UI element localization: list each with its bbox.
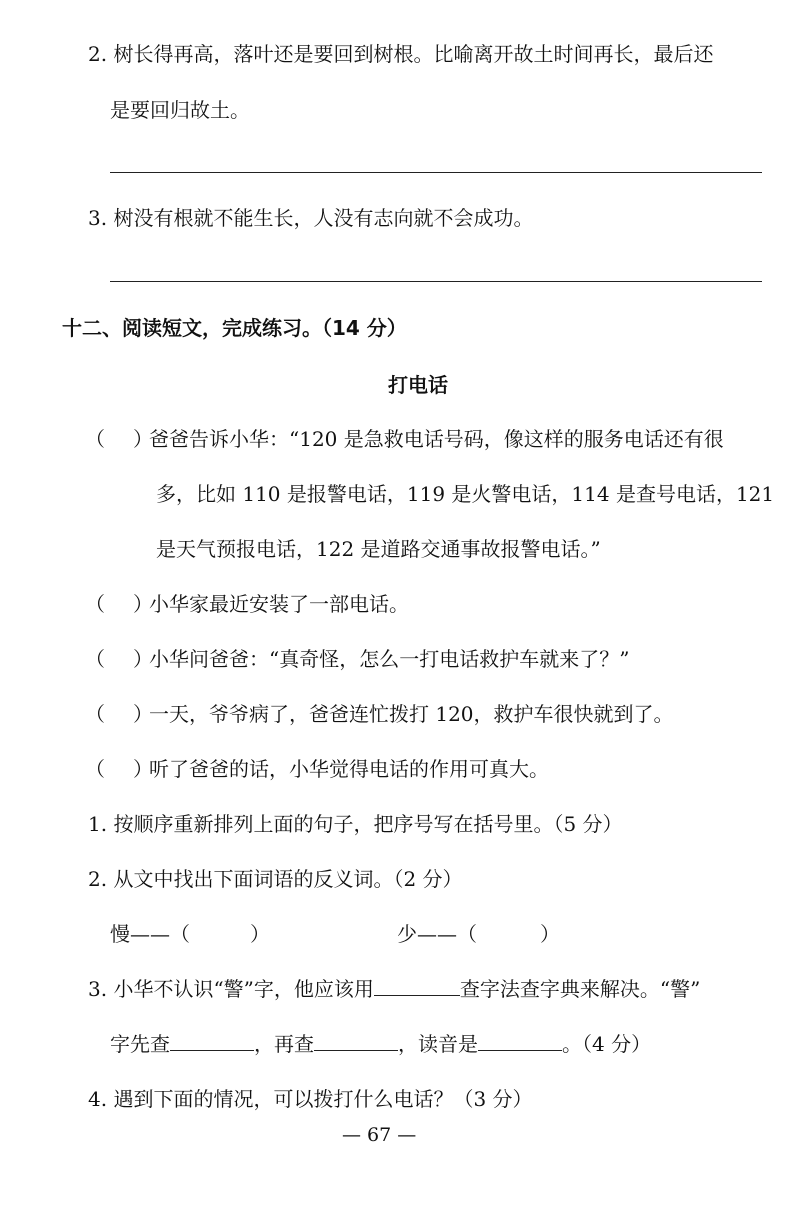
exercise-1: 1. 按顺序重新排列上面的句子，把序号写在括号里。（5 分） — [88, 812, 623, 836]
answer-blank[interactable] — [374, 975, 460, 996]
exercise-3-text-c: 字先查 — [110, 1032, 170, 1056]
question-2-line1: 2. 树长得再高，落叶还是要回到树根。比喻离开故土时间再长，最后还 — [88, 42, 714, 66]
sentence-3: 小华问爸爸：“真奇怪，怎么一打电话救护车就来了？” — [149, 647, 630, 671]
exercise-3-line1 — [88, 975, 700, 1003]
order-paren-open: （ — [85, 647, 105, 671]
order-paren-close: ） — [133, 592, 153, 616]
sentence-1-line3: 是天气预报电话，122 是道路交通事故报警电话。” — [156, 537, 601, 561]
page-number: — 67 — — [342, 1124, 417, 1146]
exercise-4: 4. 遇到下面的情况，可以拨打什么电话？（3 分） — [88, 1087, 533, 1111]
exercise-3-text-f: 。（4 分） — [562, 1032, 652, 1056]
answer-blank[interactable] — [170, 1030, 254, 1051]
answer-blank[interactable] — [478, 1030, 562, 1051]
order-paren-close: ） — [133, 647, 153, 671]
sentence-1-line2: 多，比如 110 是报警电话，119 是火警电话，114 是查号电话，121 — [156, 482, 775, 506]
exercise-3-text-b: 查字法查字典来解决。“警” — [459, 977, 701, 1001]
order-paren-close: ） — [133, 427, 153, 451]
answer-line — [110, 281, 762, 282]
exercise-3-line2 — [110, 1030, 651, 1058]
answer-line — [110, 172, 762, 173]
order-paren-close: ） — [133, 757, 153, 781]
order-paren-open: （ — [85, 702, 105, 726]
order-paren-close: ） — [133, 702, 153, 726]
order-paren-open: （ — [85, 427, 105, 451]
sentence-5: 听了爸爸的话，小华觉得电话的作用可真大。 — [149, 757, 549, 781]
order-paren-open: （ — [85, 592, 105, 616]
question-2-line2: 是要回归故土。 — [110, 98, 250, 122]
sentence-1-line1: 爸爸告诉小华：“120 是急救电话号码，像这样的服务电话还有很 — [149, 427, 724, 451]
question-3: 3. 树没有根就不能生长，人没有志向就不会成功。 — [88, 206, 534, 230]
sentence-2: 小华家最近安装了一部电话。 — [149, 592, 409, 616]
sentence-4: 一天，爷爷病了，爸爸连忙拨打 120，救护车很快就到了。 — [149, 702, 674, 726]
antonym-few-close: ） — [540, 922, 560, 946]
exercise-3-text-e: ，读音是 — [398, 1032, 478, 1056]
antonym-slow-close: ） — [250, 922, 270, 946]
order-paren-open: （ — [85, 757, 105, 781]
exercise-3-text-a: 3. 小华不认识“警”字，他应该用 — [88, 977, 374, 1001]
passage-title: 打电话 — [388, 373, 448, 397]
exercise-2: 2. 从文中找出下面词语的反义词。（2 分） — [88, 867, 463, 891]
exercise-3-text-d: ，再查 — [254, 1032, 314, 1056]
section-heading: 十二、阅读短文，完成练习。（14 分） — [62, 316, 407, 340]
antonym-slow: 慢——（ — [110, 922, 190, 946]
antonym-few: 少——（ — [397, 922, 477, 946]
answer-blank[interactable] — [314, 1030, 398, 1051]
